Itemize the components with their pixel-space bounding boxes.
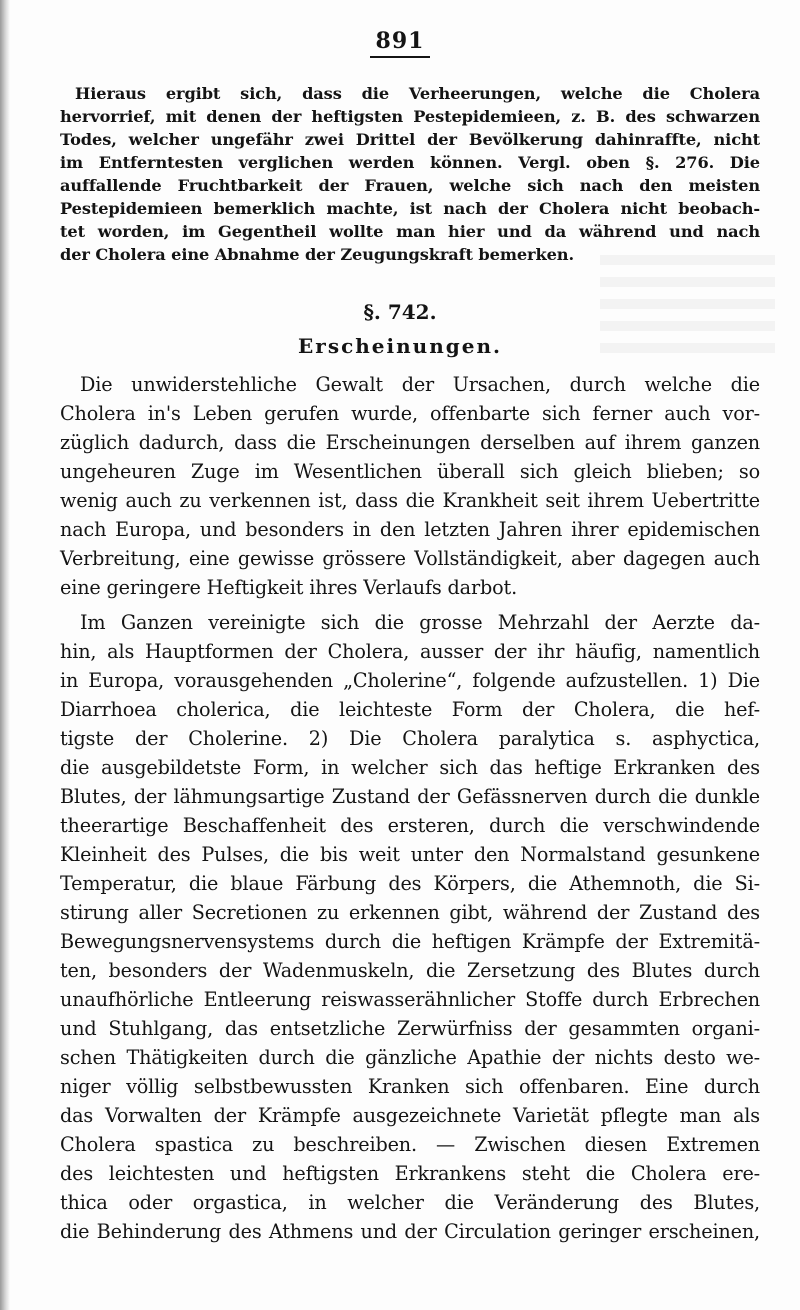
text-line: wenig auch zu verkennen ist, dass die Krankheit seit ihrem Uebertritte	[60, 489, 760, 512]
text-line: züglich dadurch, dass die Erscheinungen derselben auf ihrem ganzen	[60, 431, 760, 454]
note-line: tet worden, im Gegentheil wollte man hier und da während und nach	[60, 222, 760, 241]
text-line: Die unwiderstehliche Gewalt der Ursachen, durch welche die	[80, 373, 760, 396]
note-line: Hieraus ergibt sich, dass die Verheerungen, welche die Cholera	[75, 84, 760, 103]
note-line: auffallende Fruchtbarkeit der Frauen, welche sich nach den meisten	[60, 176, 760, 195]
text-line: Blutes, der lähmungsartige Zustand der Gefässnerven durch die dunkle	[60, 785, 760, 808]
text-line: ten, besonders der Wadenmuskeln, die Zersetzung des Blutes durch	[60, 959, 760, 982]
page-shadow	[0, 0, 10, 1310]
note-line: Todes, welcher ungefähr zwei Drittel der Bevölkerung dahinraffte, nicht	[60, 130, 760, 149]
text-line: tigste der Cholerine. 2) Die Cholera paralytica s. asphyctica,	[60, 727, 760, 750]
text-line: niger völlig selbstbewussten Kranken sich offenbaren. Eine durch	[60, 1075, 760, 1098]
text-line: Diarrhoea cholerica, die leichteste Form der Cholera, die hef-	[60, 698, 760, 721]
text-line: ungeheuren Zuge im Wesentlichen überall sich gleich blieben; so	[60, 460, 760, 483]
note-line: hervorrief, mit denen der heftigsten Pestepidemieen, z. B. des schwarzen	[60, 107, 760, 126]
text-line: hin, als Hauptformen der Cholera, ausser der ihr häufig, namentlich	[60, 640, 760, 663]
text-line: Kleinheit des Pulses, die bis weit unter den Normalstand gesunkene	[60, 843, 760, 866]
text-line: Cholera in's Leben gerufen wurde, offenbarte sich ferner auch vor-	[60, 402, 760, 425]
text-line: Verbreitung, eine gewisse grössere Vollständigkeit, aber dagegen auch	[60, 547, 760, 570]
note-line: im Entferntesten verglichen werden können. Vergl. oben §. 276. Die	[60, 153, 760, 172]
text-line: und Stuhlgang, das entsetzliche Zerwürfniss der gesammten organi-	[60, 1017, 760, 1040]
section-number: §. 742.	[363, 300, 437, 324]
text-line: die ausgebildetste Form, in welcher sich das heftige Erkranken des	[60, 756, 760, 779]
text-line: thica oder orgastica, in welcher die Veränderung des Blutes,	[60, 1191, 760, 1214]
note-line: Pestepidemieen bemerklich machte, ist nach der Cholera nicht beobach-	[60, 199, 760, 218]
text-line: nach Europa, und besonders in den letzten Jahren ihrer epidemischen	[60, 518, 760, 541]
section-title: Erscheinungen.	[298, 334, 502, 358]
text-line: Cholera spastica zu beschreiben. — Zwischen diesen Extremen	[60, 1133, 760, 1156]
text-line: theerartige Beschaffenheit des ersteren, durch die verschwindende	[60, 814, 760, 837]
text-line: in Europa, vorausgehenden „Cholerine“, folgende aufzustellen. 1) Die	[60, 669, 760, 692]
text-line: das Vorwalten der Krämpfe ausgezeichnete Varietät pflegte man als	[60, 1104, 760, 1127]
text-line: des leichtesten und heftigsten Erkrankens steht die Cholera ere-	[60, 1162, 760, 1185]
text-line: Im Ganzen vereinigte sich die grosse Mehrzahl der Aerzte da-	[80, 611, 760, 634]
text-line: stirung aller Secretionen zu erkennen gibt, während der Zustand des	[60, 901, 760, 924]
text-line: die Behinderung des Athmens und der Circulation geringer erscheinen,	[60, 1220, 760, 1243]
text-line: Temperatur, die blaue Färbung des Körpers, die Athemnoth, die Si-	[60, 872, 760, 895]
note-line: der Cholera eine Abnahme der Zeugungskraft bemerken.	[60, 245, 575, 264]
text-line: schen Thätigkeiten durch die gänzliche Apathie der nichts desto we-	[60, 1046, 760, 1069]
text-line: unaufhörliche Entleerung reiswasserähnlicher Stoffe durch Erbrechen	[60, 988, 760, 1011]
page-number: 891	[0, 28, 800, 54]
text-line: eine geringere Heftigkeit ihres Verlaufs darbot.	[60, 576, 518, 599]
text-line: Bewegungsnervensystems durch die heftigen Krämpfe der Extremitä-	[60, 930, 760, 953]
